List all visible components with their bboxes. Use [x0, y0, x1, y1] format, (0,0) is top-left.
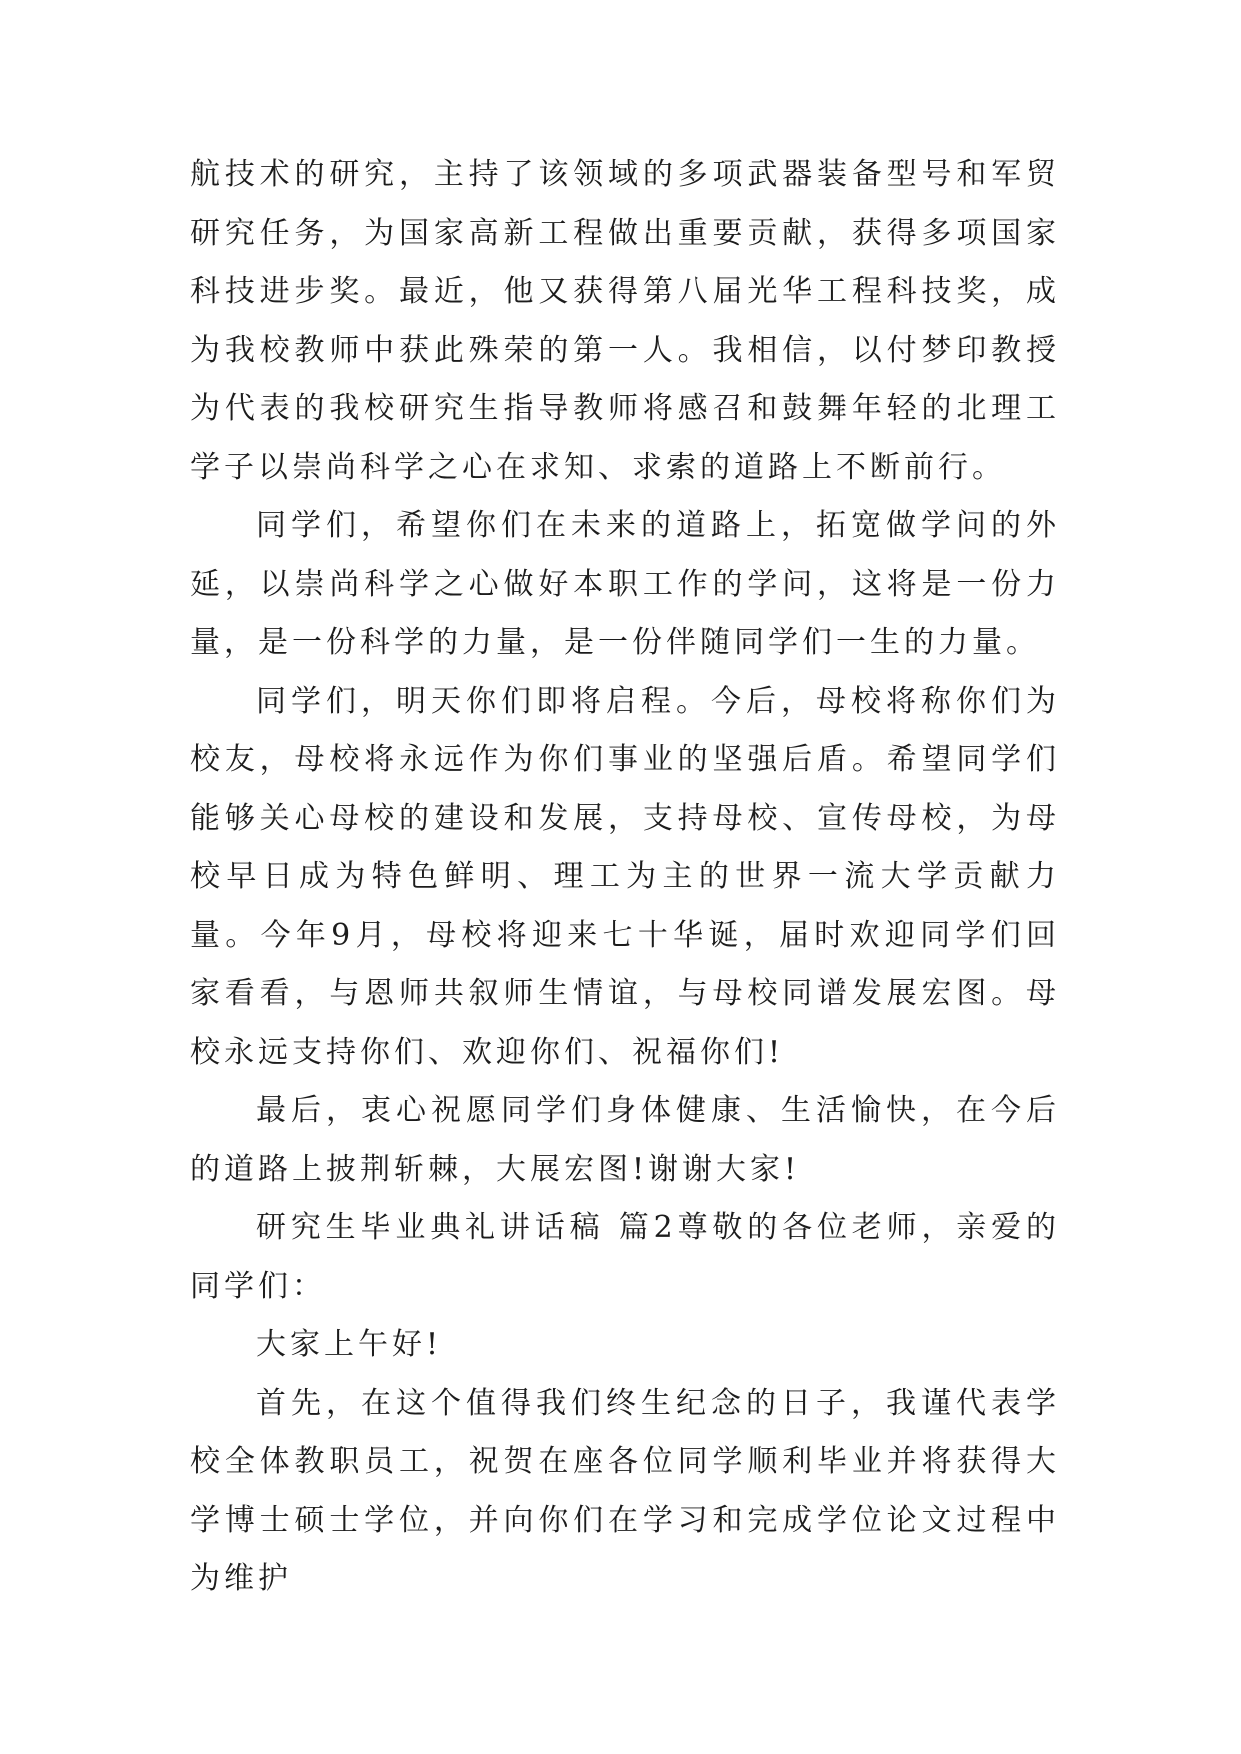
paragraph-1: 航技术的研究，主持了该领域的多项武器装备型号和军贸研究任务，为国家高新工程做出重要贡献，获得多项国家科技进步奖。最近，他又获得第八届光华工程科技奖，成为我校教师中获此殊荣的第一人。我相信，以付梦印教授为代表的我校研究生指导教师将感召和鼓舞年轻的北理工学子以崇尚科学之心在求知、求索的道路上不断前行。: [190, 157, 1060, 485]
paragraph-4: 最后，衷心祝愿同学们身体健康、生活愉快，在今后的道路上披荆斩棘，大展宏图!谢谢大家!: [190, 1093, 1060, 1187]
paragraph-3: 同学们，明天你们即将启程。今后，母校将称你们为校友，母校将永远作为你们事业的坚强后盾。希望同学们能够关心母校的建设和发展，支持母校、宣传母校，为母校早日成为特色鲜明、理工为主的世界一流大学贡献力量。今年9月，母校将迎来七十华诞，届时欢迎同学们回家看看，与恩师共叙师生情谊，与母校同谱发展宏图。母校永远支持你们、欢迎你们、祝福你们!: [190, 683, 1060, 1070]
paragraph-7: 首先，在这个值得我们终生纪念的日子，我谨代表学校全体教职员工，祝贺在座各位同学顺利毕业并将获得大学博士硕士学位，并向你们在学习和完成学位论文过程中为维护: [190, 1385, 1060, 1596]
paragraph-6: 大家上午好!: [256, 1327, 443, 1362]
paragraph-5: 研究生毕业典礼讲话稿 篇2尊敬的各位老师，亲爱的同学们：: [190, 1210, 1060, 1304]
paragraph-2: 同学们，希望你们在未来的道路上，拓宽做学问的外延，以崇尚科学之心做好本职工作的学问，这将是一份力量，是一份科学的力量，是一份伴随同学们一生的力量。: [190, 508, 1060, 660]
document-body: [190, 146, 1060, 1609]
